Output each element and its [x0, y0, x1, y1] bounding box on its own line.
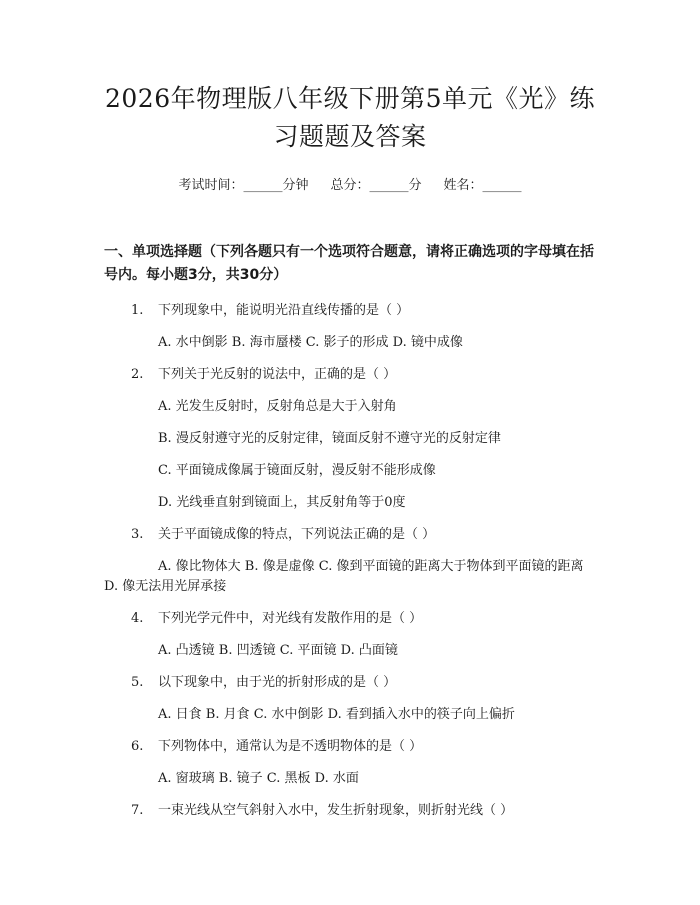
exam-meta	[104, 176, 596, 196]
question-number: 2.	[131, 367, 144, 382]
section-heading: 一、单项选择题（下列各题只有一个选项符合题意，请将正确选项的字母填在括号内。每小题3分，共30分）	[104, 244, 594, 283]
question-2-option-d: D. 光线垂直射到镜面上，其反射角等于0度	[158, 495, 406, 510]
question-text: 下列现象中，能说明光沿直线传播的是（ ）	[158, 303, 410, 318]
question-number: 5.	[131, 675, 144, 690]
question-number: 3.	[131, 527, 144, 542]
question-text: 一束光线从空气斜射入水中，发生折射现象，则折射光线（ ）	[158, 803, 514, 818]
question-number: 7.	[131, 803, 144, 818]
question-text: 关于平面镜成像的特点，下列说法正确的是（ ）	[158, 527, 436, 542]
total-score: 总分：______分	[330, 178, 422, 193]
exam-time: 考试时间：______分钟	[178, 178, 309, 193]
question-text: 以下现象中，由于光的折射形成的是（ ）	[158, 675, 397, 690]
question-7	[104, 801, 596, 821]
question-3	[104, 525, 596, 545]
question-number: 6.	[131, 739, 144, 754]
question-6	[104, 737, 596, 757]
question-text: 下列光学元件中，对光线有发散作用的是（ ）	[158, 611, 423, 626]
student-name: 姓名：______	[443, 178, 522, 193]
question-5-options: A. 日食 B. 月食 C. 水中倒影 D. 看到插入水中的筷子向上偏折	[158, 707, 515, 722]
question-4	[104, 609, 596, 629]
question-number: 4.	[131, 611, 144, 626]
question-2-option-b: B. 漫反射遵守光的反射定律，镜面反射不遵守光的反射定律	[158, 431, 501, 446]
question-list	[104, 301, 596, 821]
question-2-option-c: C. 平面镜成像属于镜面反射，漫反射不能形成像	[158, 463, 436, 478]
question-text: 下列物体中，通常认为是不透明物体的是（ ）	[158, 739, 423, 754]
question-4-options: A. 凸透镜 B. 凹透镜 C. 平面镜 D. 凸面镜	[158, 643, 398, 658]
document-title: 2026年物理版八年级下册第5单元《光》练习题题及答案	[104, 84, 596, 151]
question-6-options: A. 窗玻璃 B. 镜子 C. 黑板 D. 水面	[158, 771, 359, 786]
question-1-options: A. 水中倒影 B. 海市蜃楼 C. 影子的形成 D. 镜中成像	[158, 335, 463, 350]
question-text: 下列关于光反射的说法中，正确的是（ ）	[158, 367, 397, 382]
question-5	[104, 673, 596, 693]
question-2	[104, 365, 596, 385]
question-1	[104, 301, 596, 321]
question-2-option-a: A. 光发生反射时，反射角总是大于入射角	[158, 399, 397, 414]
question-3-options: A. 像比物体大 B. 像是虚像 C. 像到平面镜的距离大于物体到平面镜的距离 D. 像无法用光屏承接	[104, 559, 584, 594]
question-number: 1.	[131, 303, 144, 318]
